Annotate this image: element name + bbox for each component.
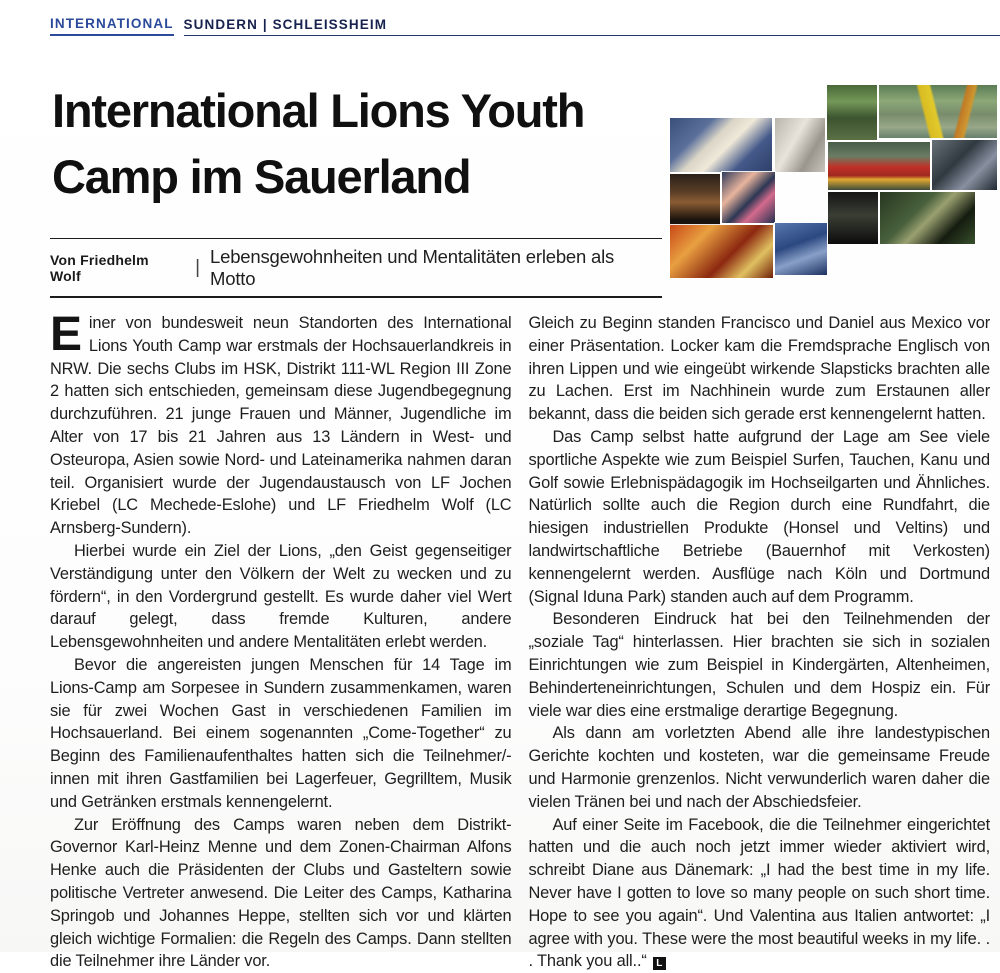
byline-author: Von Friedhelm Wolf [50, 252, 149, 284]
paragraph-text: Bevor die angereisten jungen Menschen für 14 Tage im Lions-Camp am Sorpesee in Sundern zusammenkamen, waren sie für zwei Wochen Gast in verschiedenen Familien im Hochsauerland. Bei einem sogenannten „Come-Together“ zu Beginn des Familienaufenthaltes hatten sich die Teilnehmer/-innen mit ihren Gastfamilien bei Lagerfeuer, Gegrilltem, Musik und Getränken erstmals kennengelernt. [50, 655, 512, 811]
kicker-row [50, 16, 1000, 36]
photo-party-hall [670, 225, 773, 278]
paragraph-text: iner von bundesweit neun Standorten des International Lions Youth Camp war erstmals der Hochsauerlandkreis in NRW. Die sechs Clubs im HSK, Distrikt 111-WL Region III Zone 2 hatten sich entschieden, gemeinsam diese Jugendbegegnung durchzuführen. 21 junge Frauen und Männer, Jugendliche im Alter von 17 bis 21 Jahren aus 13 Ländern in West- und Osteuropa, Asien sowie Nord- und Lateinamerika nahmen daran teil. Organisiert wurde der Jugendaustausch von LF Jochen Kriebel (LC Mechede-Eslohe) und LF Friedhelm Wolf (LC Arnsberg-Sundern). [50, 314, 512, 538]
byline [50, 238, 662, 298]
paragraph-text: Das Camp selbst hatte aufgrund der Lage am See viele sportliche Aspekte wie zum Beispiel Surfen, Tauchen, Kanu und Golf sowie Erlebnispädagogik im Hochseilgarten und Ähnliches. Natürlich sollte auch die Region durch eine Rundfahrt, die hiesigen industriellen Produkte (Honsel und Veltins) und landwirtschaftliche Betriebe (Bauernhof mit Verkosten) kennengelernt werden. Ausflüge nach Köln und Dortmund (Signal Iduna Park) standen auch auf dem Programm. [528, 427, 990, 606]
paragraph-text: Gleich zu Beginn standen Francisco und Daniel aus Mexico vor einer Präsentation. Locker kam die Fremdsprache Englisch von ihren Lippen und wie eingeübt wirkende Slapsticks brachten alle zu Lachen. Erst im Nachhinein wurde zum Erstaunen aller bekannt, dass die beiden sich gerade erst kennengelernt hatten. [528, 314, 990, 424]
paragraph [529, 608, 991, 722]
right-column [529, 312, 991, 973]
paragraph [50, 308, 512, 540]
kicker-rule [184, 17, 1000, 36]
paragraph [529, 814, 991, 973]
headline-line1: International Lions Youth [52, 84, 585, 137]
photo-windsurfing-lake [879, 85, 997, 138]
photo-group-with-lions-banner [670, 118, 772, 172]
photo-dragonboat-paddling [828, 142, 930, 190]
photo-archery-forest [880, 192, 975, 244]
paragraph-text: Hierbei wurde ein Ziel der Lions, „den Geist gegenseitiger Verständigung unter den Völkern der Welt zu wecken und zu fördern“, in den Vordergrund gestellt. Es wurde daher viel Wert darauf gelegt, dass fremde Kulturen, andere Lebensgewohnheiten und andere Mentalitäten erlebt werden. [50, 541, 512, 652]
photo-building-wall [775, 118, 825, 172]
photo-group-in-rain-jackets [775, 223, 827, 275]
photo-collage [668, 80, 1000, 282]
photo-church-interior [670, 174, 720, 225]
paragraph-text: Auf einer Seite im Facebook, die die Teilnehmer eingerichtet hatten und die auch noch jetzt immer wieder aktiviert wird, schreibt Diane aus Dänemark: „I had the best time in my life. Never have I gotten to love so many people on such short time. Hope to see you again“. Und Valentina aus Italien antwortet: „I agree with you. These were the most beautiful weeks in my life. . . Thank you all..“ [528, 815, 990, 971]
paragraph-text: Als dann am vorletzten Abend alle ihre landestypischen Gerichte kochten und kosteten, war die gemeinsame Freude und Harmonie grenzenlos. Nicht verwunderlich waren daher die vielen Tränen bei und nach der Abschiedsfeier. [528, 724, 990, 811]
photo-two-girls-smiling [722, 172, 775, 223]
kicker-subsection: SUNDERN | SCHLEISSHEIM [183, 17, 388, 32]
paragraph [529, 312, 991, 426]
paragraph [50, 654, 512, 814]
article-headline [52, 78, 692, 210]
paragraph [50, 814, 512, 973]
photo-forest-walk-group [827, 85, 877, 140]
byline-separator: | [195, 257, 201, 278]
photo-high-ropes-dark [828, 192, 878, 244]
drop-cap: E [50, 308, 82, 361]
paragraph-text: Zur Eröffnung des Camps waren neben dem Distrikt-Governor Karl-Heinz Menne und dem Zonen-Chairman Alfons Henke auch die Präsidenten der Clubs und Gasteltern sowie politische Vertreter anwesend. Die Leiter des Camps, Katharina Springob und Johannes Heppe, stellten sich vor und klärten gleich wichtige Formalien: die Regeln des Camps. Dann stellten die Teilnehmer ihre Länder vor. [50, 815, 512, 971]
photo-wetsuit-group [932, 140, 997, 190]
left-column [50, 308, 512, 973]
headline-line2: Camp im Sauerland [52, 150, 471, 203]
lions-end-mark-icon: L [653, 957, 666, 970]
paragraph [50, 540, 512, 654]
paragraph [529, 722, 991, 813]
paragraph-text: Besonderen Eindruck hat bei den Teilnehmenden der „soziale Tag“ hinterlassen. Hier brachten sie sich in sozialen Einrichtungen wie zum Beispiel in Kindergärten, Altenheimen, Behinderteneinrichtungen, Schulen und dem Hospiz ein. Für viele war dies eine erstmalige derartige Begegnung. [528, 610, 990, 720]
paragraph [529, 426, 991, 608]
article-body [50, 308, 990, 973]
kicker-section: INTERNATIONAL [50, 16, 174, 36]
byline-subtitle: Lebensgewohnheiten und Mentalitäten erleben als Motto [210, 246, 615, 289]
